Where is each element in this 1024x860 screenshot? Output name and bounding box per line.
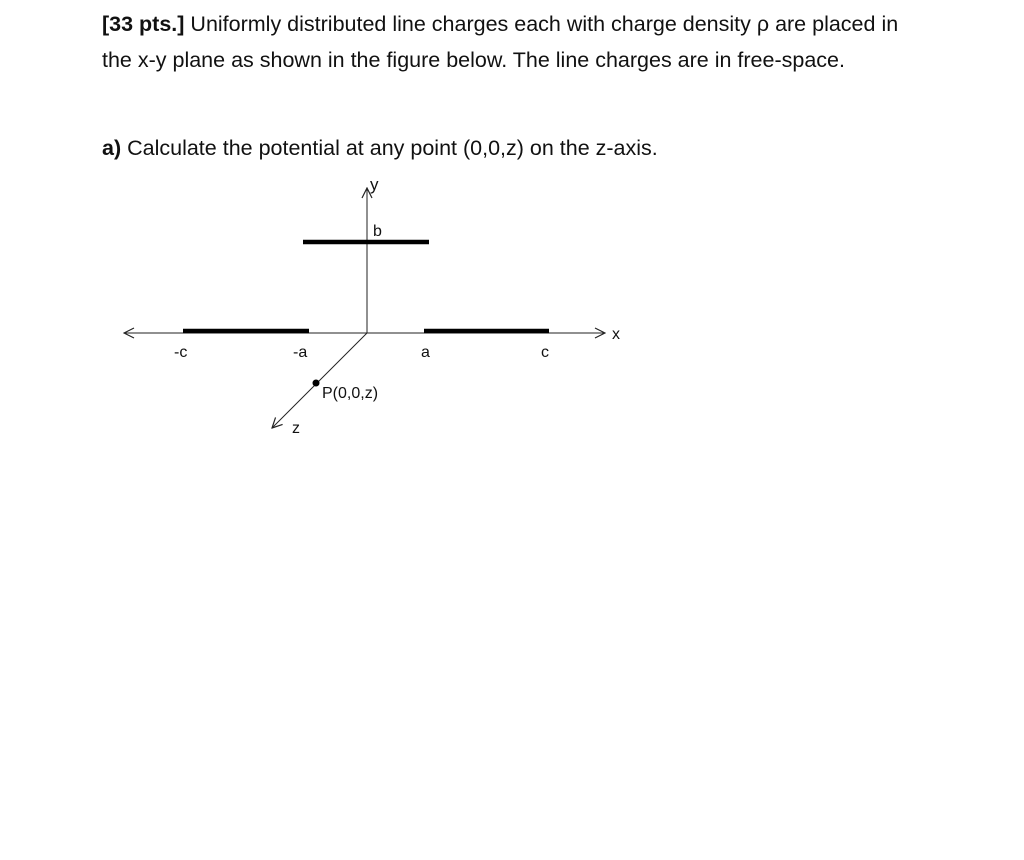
y-axis-label: y [370, 175, 379, 194]
point-p-marker [313, 380, 320, 387]
point-p-label: P(0,0,z) [322, 385, 379, 402]
tick-label-neg-a: -a [293, 344, 308, 361]
tick-label-neg-c: -c [174, 344, 188, 361]
x-axis-label: x [612, 326, 620, 343]
z-axis [272, 333, 367, 428]
tick-label-b: b [373, 223, 382, 240]
part-a-text: Calculate the potential at any point (0,0,z) on the z-axis. [127, 136, 658, 160]
tick-label-c: c [541, 344, 549, 361]
problem-text: Uniformly distributed line charges each with charge density ρ are placed in the x-y plane as shown in the figure below. The line charges are in free-space. [102, 12, 899, 72]
points-label: [33 pts.] [102, 12, 185, 36]
tick-label-a: a [421, 344, 430, 361]
z-axis-label: z [292, 420, 300, 437]
part-a-label: a) [102, 136, 122, 160]
